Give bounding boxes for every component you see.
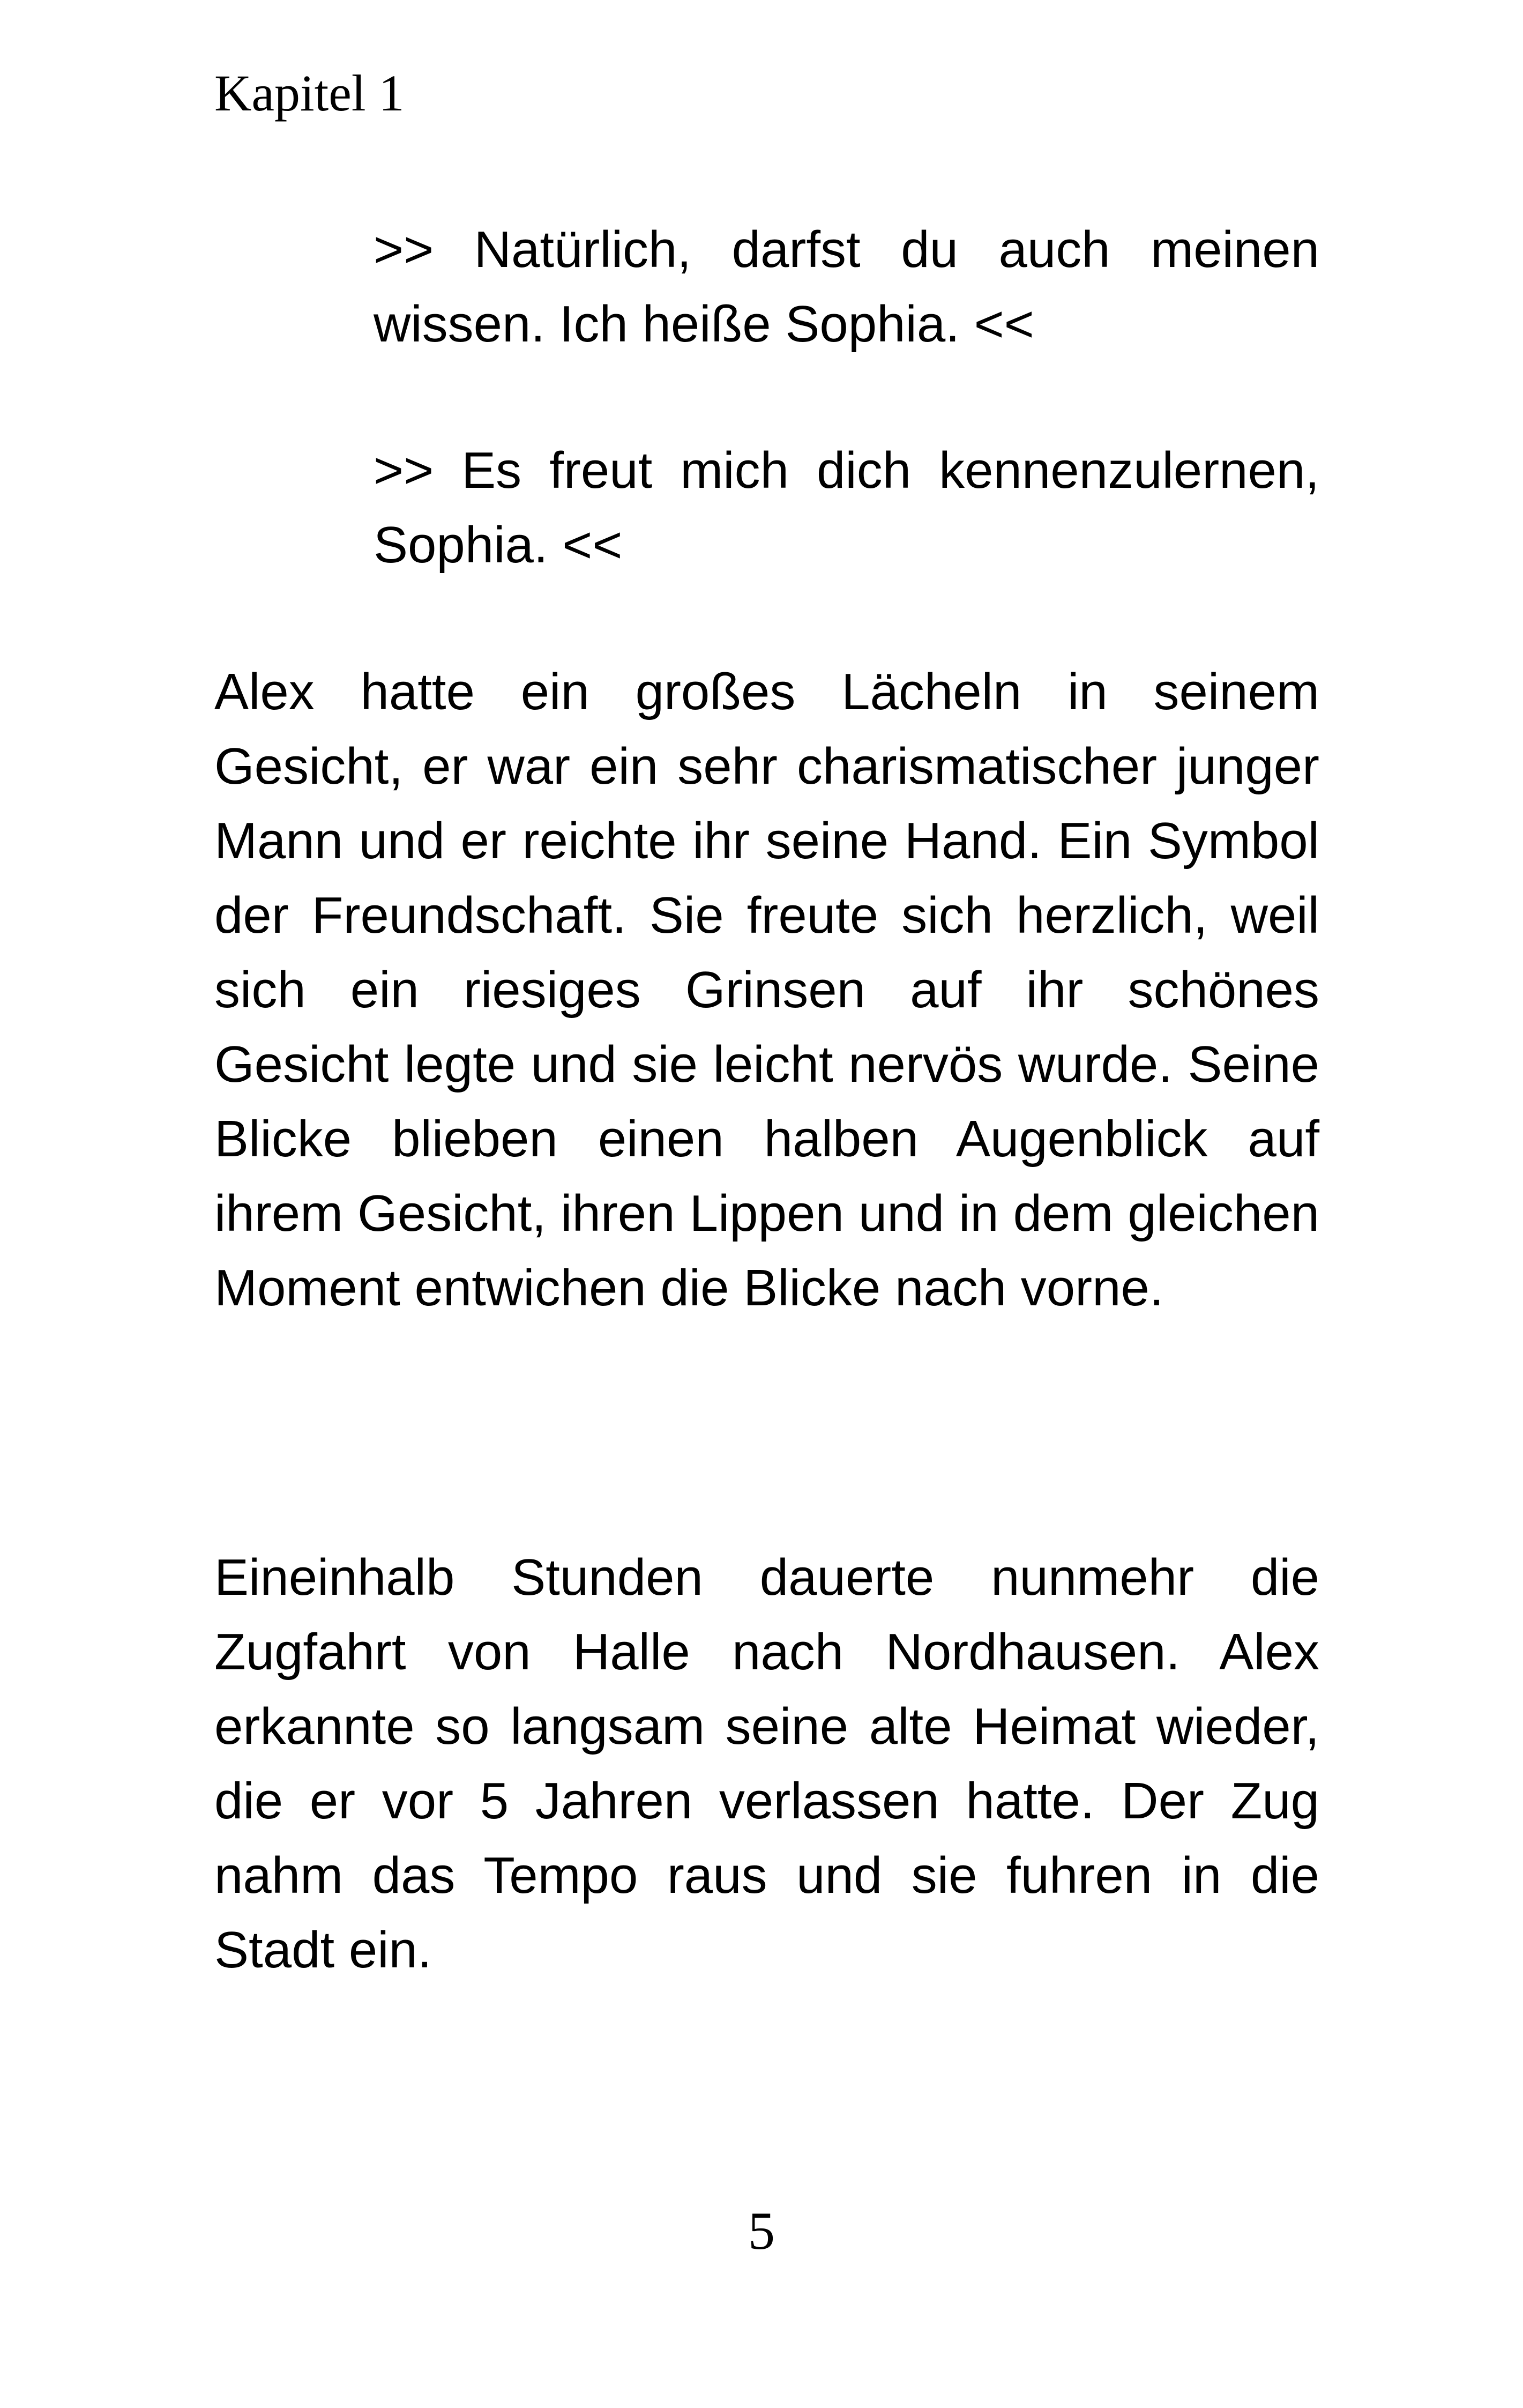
running-head: Kapitel 1 — [214, 64, 405, 122]
body-paragraph: Eineinhalb Stunden dauerte nunmehr die Zugfahrt von Halle nach Nordhausen. Alex erkannte so langsam seine alte Heimat wieder, die er vor 5 Jahren verlassen hatte. Der Zug nahm das Tempo raus und sie fuhren in die Stadt ein. — [214, 1549, 1319, 1979]
page-number: 5 — [748, 2201, 775, 2261]
dialogue-line: >> Es freut mich dich kennenzulernen, Sophia. << — [374, 442, 1319, 574]
dialogue-line: >> Natürlich, darfst du auch meinen wissen. Ich heiße Sophia. << — [374, 221, 1319, 353]
body-paragraph: Alex hatte ein großes Lächeln in seinem Gesicht, er war ein sehr charismatischer junger Mann und er reichte ihr seine Hand. Ein Symbol der Freundschaft. Sie freute sich herzlich, weil sich ein riesiges Grinsen auf ihr schönes Gesicht legte und sie leicht nervös wurde. Seine Blicke blieben einen halben Augenblick auf ihrem Gesicht, ihren Lippen und in dem gleichen Moment entwichen die Blicke nach vorne. — [214, 663, 1319, 1317]
